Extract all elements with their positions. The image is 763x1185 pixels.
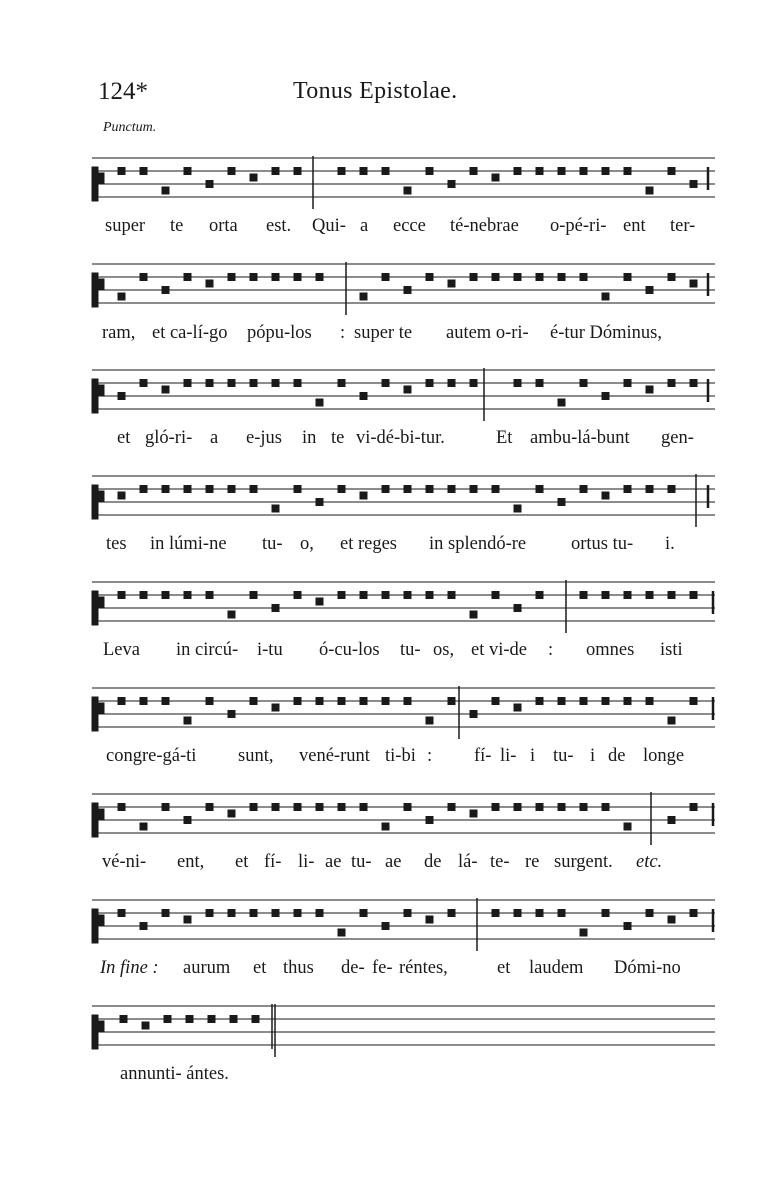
lyric-word: de- [341,958,365,978]
lyric-word: i [530,746,536,766]
lyric-word: ae [385,852,402,872]
lyric-word: fe- [372,958,393,978]
lyric-word: i-tu [257,640,283,660]
lyric-word: vi-dé-bi-tur. [356,428,445,448]
lyric-word: et ca-lí-go [152,323,228,343]
lyric-word: : [340,323,346,343]
lyric-word: os, [433,640,455,660]
lyric-word: tu- [351,852,372,872]
final-lyric-line: annunti- ántes. [120,1064,229,1084]
lyric-word: re [525,852,540,872]
lyric-line-6 [0,746,763,776]
lyric-word: ó-cu-los [319,640,380,660]
lyric-word: surgent. [554,852,613,872]
lyric-word: pópu-los [247,323,312,343]
lyric-word: : [548,640,554,660]
lyric-word: In fine : [100,958,159,978]
lyric-word: congre-gá-ti [106,746,197,766]
lyric-word: é-tur Dóminus, [550,323,663,343]
lyric-word: in [302,428,317,448]
lyric-word: ram, [102,323,136,343]
lyric-word: ent, [177,852,205,872]
lyric-line-2 [0,323,763,353]
lyric-word: isti [660,640,683,660]
lyric-word: omnes [586,640,635,660]
lyric-word: est. [266,216,292,236]
lyric-word: fí- [474,746,492,766]
lyric-word: Et [496,428,513,448]
lyric-word: in splendó-re [429,534,527,554]
lyric-word: thus [283,958,314,978]
lyric-word: ecce [393,216,426,236]
lyric-word: ortus tu- [571,534,634,554]
lyric-line-1 [0,216,763,246]
lyric-word: i. [665,534,675,554]
lyric-word: li- [298,852,315,872]
lyric-word: et [497,958,511,978]
lyric-word: et reges [340,534,398,554]
lyric-word: ae [325,852,342,872]
lyric-word: te [170,216,184,236]
lyric-word: e-jus [246,428,282,448]
lyric-word: super [105,216,146,236]
lyric-word: ti-bi [385,746,416,766]
lyric-word: tu- [400,640,421,660]
lyric-word: i [590,746,596,766]
lyric-word: tu- [553,746,574,766]
lyric-line-3 [0,428,763,458]
lyric-word: gló-ri- [145,428,193,448]
lyric-word: et vi-de [471,640,527,660]
lyric-word: a [360,216,369,236]
page-number: 124* [98,78,148,105]
lyric-word: : [427,746,433,766]
section-label-punctum: Punctum. [103,120,157,135]
lyric-word: te [331,428,345,448]
lyric-word: et [117,428,131,448]
lyric-word: etc. [636,852,663,872]
lyric-word: in circú- [176,640,239,660]
lyric-word: ent [623,216,646,236]
lyric-word: fí- [264,852,282,872]
lyric-word: Qui- [312,216,346,236]
lyric-word: et [253,958,267,978]
page-title: Tonus Epistolae. [293,78,458,104]
lyric-word: tes [106,534,127,554]
lyric-word: réntes, [399,958,448,978]
lyric-word: o-pé-ri- [550,216,607,236]
lyric-word: super te [354,323,413,343]
lyric-word: sunt, [238,746,274,766]
lyric-word: longe [643,746,685,766]
lyric-word: lá- [458,852,478,872]
lyric-word: orta [209,216,238,236]
lyric-word: vé-ni- [102,852,147,872]
lyric-word: Leva [103,640,140,660]
lyric-line-5 [0,640,763,670]
lyric-word: gen- [661,428,694,448]
lyric-word: a [210,428,219,448]
lyric-word: tu- [262,534,283,554]
lyric-word: aurum [183,958,231,978]
lyric-line-8 [0,958,763,988]
lyric-word: li- [500,746,517,766]
lyric-line-7 [0,852,763,882]
lyric-word: de [608,746,626,766]
lyric-word: et [235,852,249,872]
lyric-word: vené-runt [299,746,370,766]
lyric-word: ambu-lá-bunt [530,428,630,448]
lyric-word: te- [490,852,510,872]
lyric-word: in lúmi-ne [150,534,227,554]
lyric-word: de [424,852,442,872]
lyric-word: té-nebrae [450,216,519,236]
lyric-line-4 [0,534,763,564]
lyric-word: Dómi-no [614,958,681,978]
lyric-word: ter- [670,216,696,236]
lyric-word: autem o-ri- [446,323,529,343]
lyric-word: o, [300,534,314,554]
lyric-word: laudem [529,958,584,978]
